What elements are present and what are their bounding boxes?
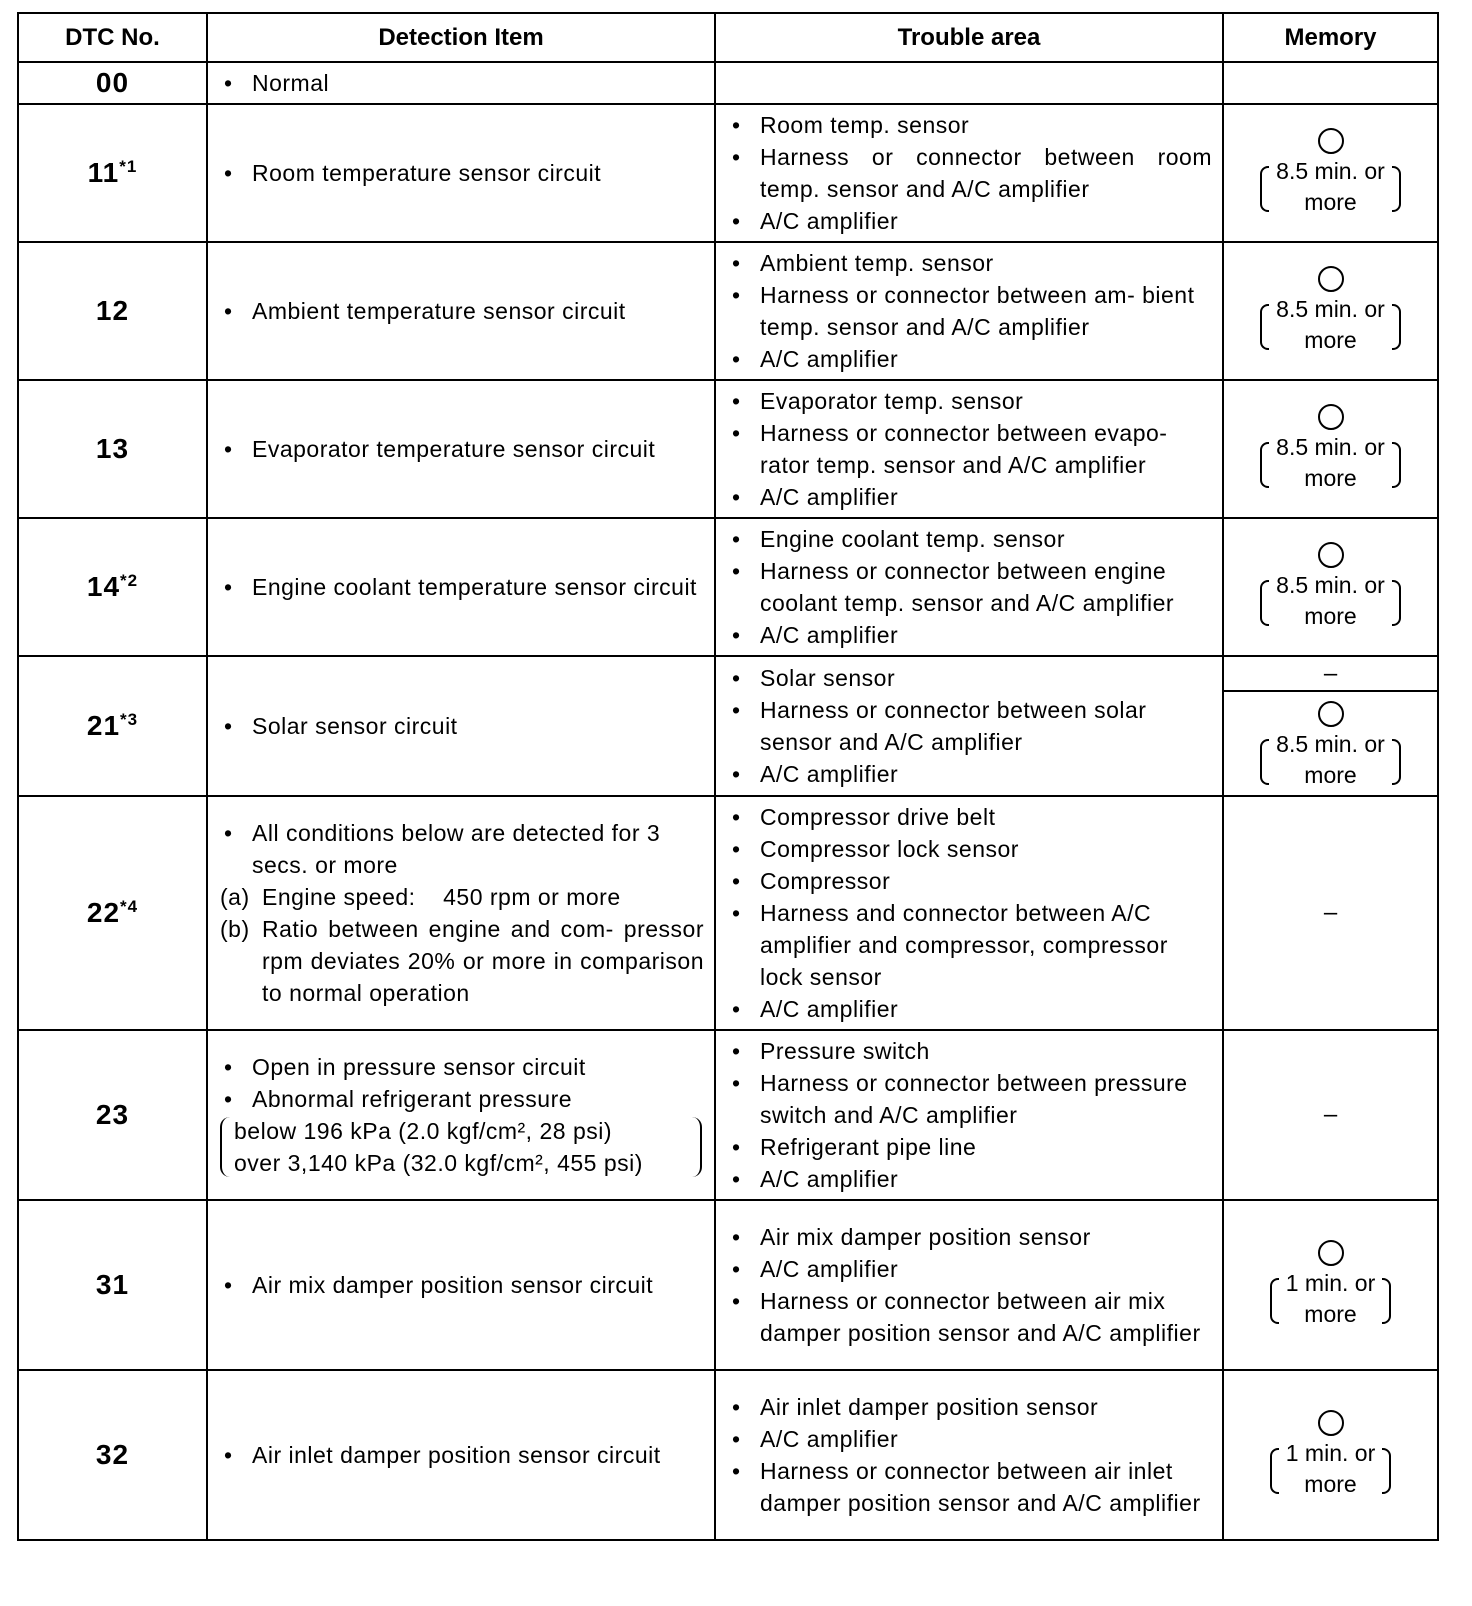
detection-subitem: (a) Engine speed: 450 rpm or more xyxy=(220,884,621,910)
trouble-item: • A/C amplifier xyxy=(728,1163,1212,1195)
header-row xyxy=(18,13,1438,62)
memory-cell: 1 min. or more xyxy=(1223,1370,1438,1540)
trouble-item: • Compressor drive belt xyxy=(728,801,1212,833)
trouble-item: • A/C amplifier xyxy=(728,993,1212,1025)
trouble-item: • A/C amplifier xyxy=(728,343,1212,375)
header-memory: Memory xyxy=(1223,13,1438,62)
detection-cell xyxy=(207,1370,715,1540)
table-row xyxy=(18,104,1438,242)
memory-cell xyxy=(1223,796,1438,1030)
trouble-item: • Refrigerant pipe line xyxy=(728,1131,1212,1163)
detection-item: • Abnormal refrigerant pressure xyxy=(220,1083,704,1115)
detection-cell xyxy=(207,656,715,796)
trouble-cell xyxy=(715,1030,1223,1200)
detection-item: • Air mix damper position sensor circuit xyxy=(220,1269,704,1301)
trouble-cell xyxy=(715,104,1223,242)
detection-cell xyxy=(207,1030,715,1200)
detection-cell xyxy=(207,62,715,104)
trouble-item: • A/C amplifier xyxy=(728,619,1212,651)
dtc-table xyxy=(17,12,1439,1541)
table-row xyxy=(18,62,1438,104)
memory-cell: 1 min. or more xyxy=(1223,1200,1438,1370)
memory-cell: 8.5 min. or more xyxy=(1223,518,1438,656)
memory-cell xyxy=(1223,1030,1438,1200)
circle-icon xyxy=(1318,128,1344,154)
table-row xyxy=(18,1200,1438,1370)
dtc-code: 13 xyxy=(18,380,207,518)
detection-item: • Ambient temperature sensor circuit xyxy=(220,295,704,327)
footnote-mark: *3 xyxy=(120,710,139,729)
trouble-item: • Compressor lock sensor xyxy=(728,833,1212,865)
trouble-cell xyxy=(715,242,1223,380)
circle-icon xyxy=(1318,266,1344,292)
trouble-item: • Harness or connector between solar sensor and A/C amplifier xyxy=(728,694,1212,758)
memory-cell: 8.5 min. or more xyxy=(1223,380,1438,518)
trouble-item: • A/C amplifier xyxy=(728,1423,1212,1455)
table-row xyxy=(18,656,1438,796)
trouble-cell xyxy=(715,796,1223,1030)
dtc-table-wrapper xyxy=(17,12,1439,1541)
left-brace-icon xyxy=(220,1117,232,1177)
dtc-code: 00 xyxy=(18,62,207,104)
header-dtc-no: DTC No. xyxy=(18,13,207,62)
detection-cell xyxy=(207,1200,715,1370)
dtc-code: 11$^{*1}$ xyxy=(18,104,207,242)
detection-cell xyxy=(207,242,715,380)
circle-icon xyxy=(1318,404,1344,430)
trouble-item: • Air mix damper position sensor xyxy=(728,1221,1212,1253)
trouble-item: • Solar sensor xyxy=(728,662,1212,694)
memory-cell xyxy=(1223,62,1438,104)
dtc-code: 23 xyxy=(18,1030,207,1200)
trouble-item: • A/C amplifier xyxy=(728,1253,1212,1285)
dash-mark: – xyxy=(1323,1101,1338,1128)
dash-mark: – xyxy=(1323,659,1338,687)
table-row xyxy=(18,1370,1438,1540)
detection-cell xyxy=(207,104,715,242)
dtc-code: 31 xyxy=(18,1200,207,1370)
trouble-item: • A/C amplifier xyxy=(728,758,1212,790)
dtc-code: 22$^{*4}$ xyxy=(18,796,207,1030)
trouble-cell xyxy=(715,380,1223,518)
table-row xyxy=(18,242,1438,380)
trouble-item: • Pressure switch xyxy=(728,1035,1212,1067)
circle-icon xyxy=(1318,701,1344,727)
footnote-mark: *2 xyxy=(120,571,139,590)
dtc-code: 12 xyxy=(18,242,207,380)
footnote-mark: *4 xyxy=(120,897,139,916)
table-row xyxy=(18,380,1438,518)
right-brace-icon xyxy=(690,1117,702,1177)
dash-mark: – xyxy=(1323,899,1338,926)
detection-item: • Normal xyxy=(220,67,704,99)
detection-item: • Open in pressure sensor circuit xyxy=(220,1051,704,1083)
trouble-cell xyxy=(715,62,1223,104)
trouble-cell xyxy=(715,1370,1223,1540)
table-row xyxy=(18,1030,1438,1200)
detection-item: • Air inlet damper position sensor circuit xyxy=(220,1439,704,1471)
memory-cell: 8.5 min. or more xyxy=(1223,104,1438,242)
trouble-item: • A/C amplifier xyxy=(728,205,1212,237)
detection-subitem: (b) Ratio between engine and com- pressor rpm deviates 20% or more in comparison to normal operation xyxy=(220,916,704,1006)
trouble-item: • Engine coolant temp. sensor xyxy=(728,523,1212,555)
trouble-item: • Evaporator temp. sensor xyxy=(728,385,1212,417)
detection-cell xyxy=(207,380,715,518)
circle-icon xyxy=(1318,542,1344,568)
dtc-code: 32 xyxy=(18,1370,207,1540)
detection-cell xyxy=(207,518,715,656)
trouble-item: • Harness or connector between room temp. sensor and A/C amplifier xyxy=(728,141,1212,205)
header-detection-item: Detection Item xyxy=(207,13,715,62)
trouble-item: • Harness or connector between air inlet damper position sensor and A/C amplifier xyxy=(728,1455,1212,1519)
circle-icon xyxy=(1318,1410,1344,1436)
trouble-cell xyxy=(715,518,1223,656)
memory-cell: 8.5 min. or more xyxy=(1223,242,1438,380)
trouble-item: • Air inlet damper position sensor xyxy=(728,1391,1212,1423)
trouble-item: • Ambient temp. sensor xyxy=(728,247,1212,279)
detection-item: • Engine coolant temperature sensor circuit xyxy=(220,571,704,603)
detection-cell xyxy=(207,796,715,1030)
trouble-item: • Harness or connector between air mix damper position sensor and A/C amplifier xyxy=(728,1285,1212,1349)
trouble-cell xyxy=(715,656,1223,796)
trouble-item: • Harness or connector between engine coolant temp. sensor and A/C amplifier xyxy=(728,555,1212,619)
table-row xyxy=(18,796,1438,1030)
circle-icon xyxy=(1318,1240,1344,1266)
trouble-item: • Harness and connector between A/C amplifier and compressor, compressor lock sensor xyxy=(728,897,1212,993)
detection-item: • Evaporator temperature sensor circuit xyxy=(220,433,704,465)
dtc-code: 21$^{*3}$ xyxy=(18,656,207,796)
trouble-item: • Room temp. sensor xyxy=(728,109,1212,141)
pressure-range: below 196 kPa (2.0 kgf/cm², 28 psi) over 3,140 kPa (32.0 kgf/cm², 455 psi) xyxy=(220,1115,704,1179)
detection-item: • All conditions below are detected for 3 secs. or more xyxy=(220,817,704,881)
trouble-item: • Compressor xyxy=(728,865,1212,897)
footnote-mark: *1 xyxy=(119,157,138,176)
memory-cell: – 8.5 min. or more xyxy=(1223,656,1438,796)
trouble-cell xyxy=(715,1200,1223,1370)
trouble-item: • Harness or connector between evapo- rator temp. sensor and A/C amplifier xyxy=(728,417,1212,481)
detection-item: • Room temperature sensor circuit xyxy=(220,157,704,189)
table-row xyxy=(18,518,1438,656)
trouble-item: • A/C amplifier xyxy=(728,481,1212,513)
detection-item: • Solar sensor circuit xyxy=(220,710,704,742)
trouble-item: • Harness or connector between am- bient temp. sensor and A/C amplifier xyxy=(728,279,1212,343)
header-trouble-area: Trouble area xyxy=(715,13,1223,62)
dtc-code: 14$^{*2}$ xyxy=(18,518,207,656)
trouble-item: • Harness or connector between pressure switch and A/C amplifier xyxy=(728,1067,1212,1131)
